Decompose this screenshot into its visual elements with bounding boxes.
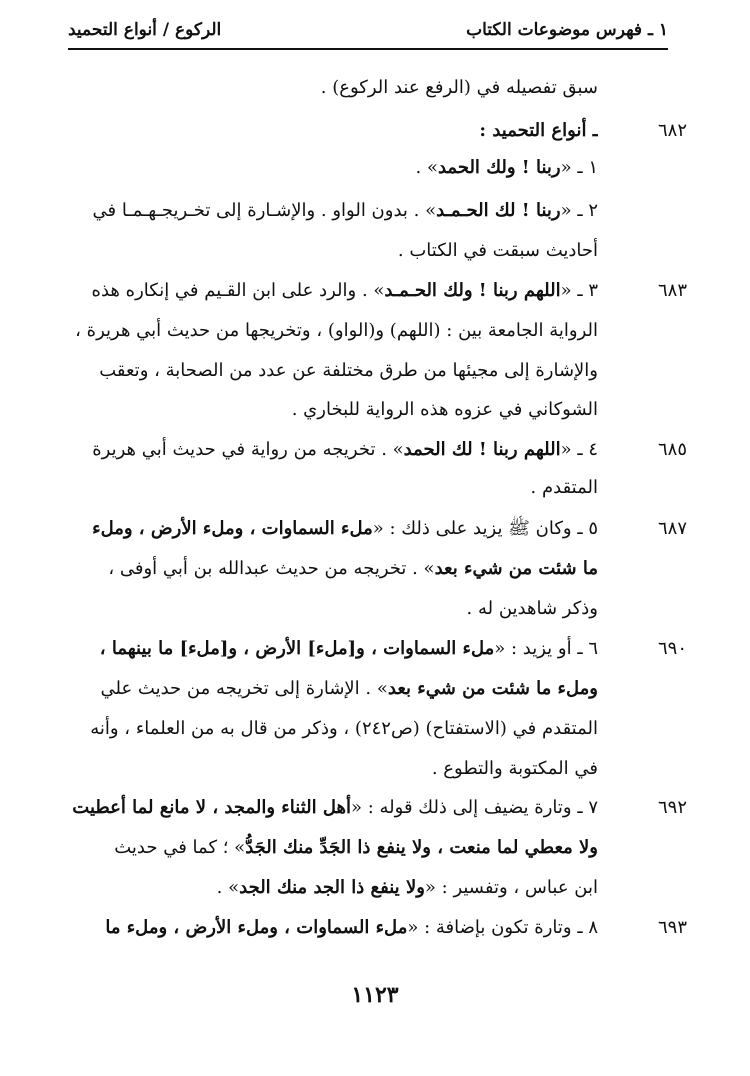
text-line: في المكتوبة والتطوع . (431, 758, 598, 779)
text-line: ما شئت من شيء بعد» . تخريجه من حديث عبدالله بن أبي أوفى ، (108, 558, 598, 579)
page-ref-683: ٦٨٣ (657, 280, 687, 301)
text-line: سبق تفصيله في (الرفع عند الركوع) . (320, 77, 598, 98)
page-ref-685: ٦٨٥ (657, 439, 687, 460)
text-line: ٢ ـ «ربنا ! لك الحـمـد» . بدون الواو . والإشـارة إلى تخـريجـهـمـا في (92, 200, 598, 221)
text-line: الرواية الجامعة بين : (اللهم) و(الواو) ، وتخريجها من حديث أبي هريرة ، (75, 320, 598, 341)
section-heading: ـ أنواع التحميد : (479, 120, 598, 141)
page-ref-693: ٦٩٣ (657, 917, 687, 938)
text-line: ولا معطي لما منعت ، ولا ينفع ذا الجَدِّ منك الجَدُّ» ؛ كما في حديث (114, 837, 598, 858)
text-line: أحاديث سبقت في الكتاب . (397, 240, 598, 261)
page-number: ١١٢٣ (351, 982, 399, 1008)
page-ref-682: ٦٨٢ (657, 120, 687, 141)
text-line: ٣ ـ «اللهم ربنا ! ولك الحـمـد» . والرد على ابن القـيم في إنكاره هذه (91, 280, 598, 301)
text-line: ٧ ـ وتارة يضيف إلى ذلك قوله : «أهل الثناء والمجد ، لا مانع لما أعطيت (72, 797, 598, 818)
text-line: ٥ ـ وكان ﷺ يزيد على ذلك : «ملء السماوات ، وملء الأرض ، وملء (92, 518, 598, 539)
text-line: ٤ ـ «اللهم ربنا ! لك الحمد» . تخريجه من رواية في حديث أبي هريرة (92, 439, 598, 460)
text-line: والإشارة إلى مجيئها من طرق مختلفة عن عدد من الصحابة ، وتعقب (99, 360, 598, 381)
page-ref-690: ٦٩٠ (657, 638, 687, 659)
page-ref-687: ٦٨٧ (657, 518, 687, 539)
text-line: ١ ـ «ربنا ! ولك الحمد» . (415, 157, 598, 178)
text-line: وذكر شاهدين له . (466, 598, 598, 619)
text-line: المتقدم . (530, 477, 598, 498)
text-line: ٦ ـ أو يزيد : «ملء السماوات ، و[ملء] الأرض ، و[ملء] ما بينهما ، (99, 638, 598, 659)
header-title: ١ ـ فهرس موضوعات الكتاب (466, 20, 668, 40)
text-line: ٨ ـ وتارة تكون بإضافة : «ملء السماوات ، وملء الأرض ، وملء ما (105, 917, 598, 938)
text-line: المتقدم في (الاستفتاح) (ص٢٤٢) ، وذكر من قال به من العلماء ، وأنه (90, 718, 598, 739)
header-subtitle: الركوع / أنواع التحميد (68, 20, 222, 40)
text-line: الشوكاني في عزوه هذه الرواية للبخاري . (291, 399, 598, 420)
text-line: وملء ما شئت من شيء بعد» . الإشارة إلى تخريجه من حديث علي (100, 678, 598, 699)
text-line: ابن عباس ، وتفسير : «ولا ينفع ذا الجد منك الجد» . (216, 877, 598, 898)
running-header (68, 14, 668, 50)
page-ref-692: ٦٩٢ (657, 797, 687, 818)
